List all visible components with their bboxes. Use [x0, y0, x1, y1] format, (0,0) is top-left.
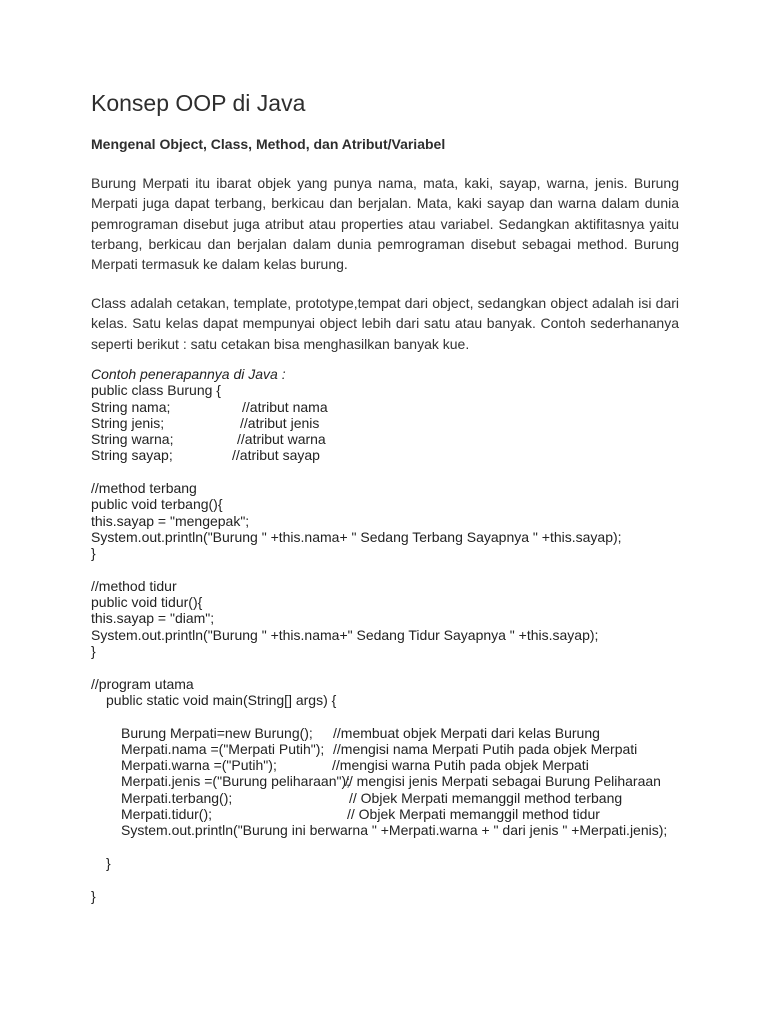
code-line — [91, 480, 691, 496]
method-close-brace: } — [91, 643, 96, 660]
main-statement-comment: // Objek Merpati memanggil method terbang — [349, 789, 623, 806]
main-close-brace: } — [106, 854, 111, 871]
code-intro-text: Contoh penerapannya di Java : — [91, 366, 286, 382]
main-statement: System.out.println("Burung ini berwarna " +Merpati.warna + " dari jenis " +Merpati.jenis); — [121, 822, 668, 839]
paragraph-line: Merpati termasuk ke dalam kelas burung. — [91, 256, 348, 273]
main-declaration: public static void main(String[] args) { — [106, 691, 337, 708]
paragraph-line: pemrograman disebut juga atribut atau properties atau variabel. Sedangkan aktifitasnya yaitu — [91, 215, 679, 232]
main-statement-comment: // Objek Merpati memanggil method tidur — [347, 806, 600, 823]
main-statement: Merpati.warna =("Putih"); — [121, 757, 277, 774]
method-comment: //method tidur — [91, 577, 177, 594]
paragraph-line: Merpati juga dapat terbang, berkicau dan berjalan. Mata, kaki sayap dan warna dalam dunia — [91, 195, 679, 212]
code-line-attribute — [91, 431, 691, 447]
code-line-main — [91, 822, 691, 838]
paragraph-class-definition — [91, 293, 679, 354]
paragraph-line: seperti berikut : satu cetakan bisa menghasilkan banyak kue. — [91, 335, 470, 352]
page-title: Konsep OOP di Java — [91, 90, 306, 116]
code-spacer — [91, 562, 691, 578]
code-line — [91, 578, 691, 594]
code-line-attribute — [91, 447, 691, 463]
main-statement: Merpati.tidur(); — [121, 806, 213, 823]
method-statement: System.out.println("Burung " +this.nama+" Sedang Tidur Sayapnya " +this.sayap); — [91, 626, 599, 643]
main-statement: Merpati.jenis =("Burung peliharaan"); — [121, 773, 351, 790]
main-statement-comment: //membuat objek Merpati dari kelas Burung — [333, 724, 600, 741]
code-line-main — [91, 773, 691, 789]
class-close-brace: } — [91, 887, 96, 904]
code-line — [91, 545, 691, 561]
attribute-comment: //atribut sayap — [232, 447, 320, 464]
attribute-code: String jenis; — [91, 414, 165, 431]
code-example — [91, 366, 691, 904]
code-line — [91, 692, 691, 708]
paragraph-line: Burung Merpati itu ibarat objek yang punya nama, mata, kaki, sayap, warna, jenis. Burung — [91, 175, 679, 191]
code-line — [91, 676, 691, 692]
main-statement: Merpati.nama =("Merpati Putih"); — [121, 740, 325, 757]
attribute-code: String sayap; — [91, 447, 173, 464]
method-statement: this.sayap = "diam"; — [91, 610, 215, 627]
code-line-attribute — [91, 415, 691, 431]
paragraph-line: Class adalah cetakan, template, prototype,tempat dari object, sedangkan object adalah isi dari — [91, 295, 679, 311]
code-line-main — [91, 725, 691, 741]
code-line — [91, 513, 691, 529]
attribute-comment: //atribut jenis — [240, 414, 320, 431]
method-close-brace: } — [91, 545, 96, 562]
code-line — [91, 888, 691, 904]
code-line — [91, 643, 691, 659]
main-comment: //program utama — [91, 675, 194, 692]
code-spacer — [91, 839, 691, 855]
paragraph-intro — [91, 173, 679, 274]
main-statement-comment: //mengisi warna Putih pada objek Merpati — [332, 757, 589, 774]
section-subtitle: Mengenal Object, Class, Method, dan Atribut/Variabel — [91, 136, 446, 152]
method-declaration: public void terbang(){ — [91, 496, 223, 513]
code-line — [91, 627, 691, 643]
code-line — [91, 382, 691, 398]
main-statement-comment: // mengisi jenis Merpati sebagai Burung Peliharaan — [345, 773, 661, 790]
method-statement: this.sayap = "mengepak"; — [91, 512, 250, 529]
method-statement: System.out.println("Burung " +this.nama+ " Sedang Terbang Sayapnya " +this.sayap); — [91, 528, 622, 545]
code-spacer — [91, 708, 691, 724]
code-line-main — [91, 757, 691, 773]
main-statement-comment: //mengisi nama Merpati Putih pada objek Merpati — [333, 740, 638, 757]
code-spacer — [91, 464, 691, 480]
paragraph-line: kelas. Satu kelas dapat mempunyai object lebih dari satu atau banyak. Contoh sederhananya — [91, 315, 679, 332]
main-statement: Burung Merpati=new Burung(); — [121, 724, 313, 741]
code-spacer — [91, 871, 691, 887]
code-spacer — [91, 659, 691, 675]
attribute-code: String warna; — [91, 431, 174, 448]
code-line — [91, 594, 691, 610]
method-comment: //method terbang — [91, 480, 197, 497]
code-line — [91, 610, 691, 626]
code-intro-label — [91, 366, 691, 382]
code-line-main — [91, 741, 691, 757]
attribute-comment: //atribut warna — [237, 431, 326, 448]
code-line-attribute — [91, 399, 691, 415]
code-line-main — [91, 806, 691, 822]
code-line — [91, 855, 691, 871]
code-line — [91, 529, 691, 545]
code-line — [91, 496, 691, 512]
paragraph-line: terbang, berkicau dan berjalan dalam dunia pemrograman disebut sebagai method. Burung — [91, 235, 679, 252]
class-declaration: public class Burung { — [91, 382, 221, 399]
code-line-main — [91, 790, 691, 806]
attribute-code: String nama; — [91, 398, 171, 415]
method-declaration: public void tidur(){ — [91, 594, 203, 611]
attribute-comment: //atribut nama — [242, 398, 328, 415]
main-statement: Merpati.terbang(); — [121, 789, 233, 806]
